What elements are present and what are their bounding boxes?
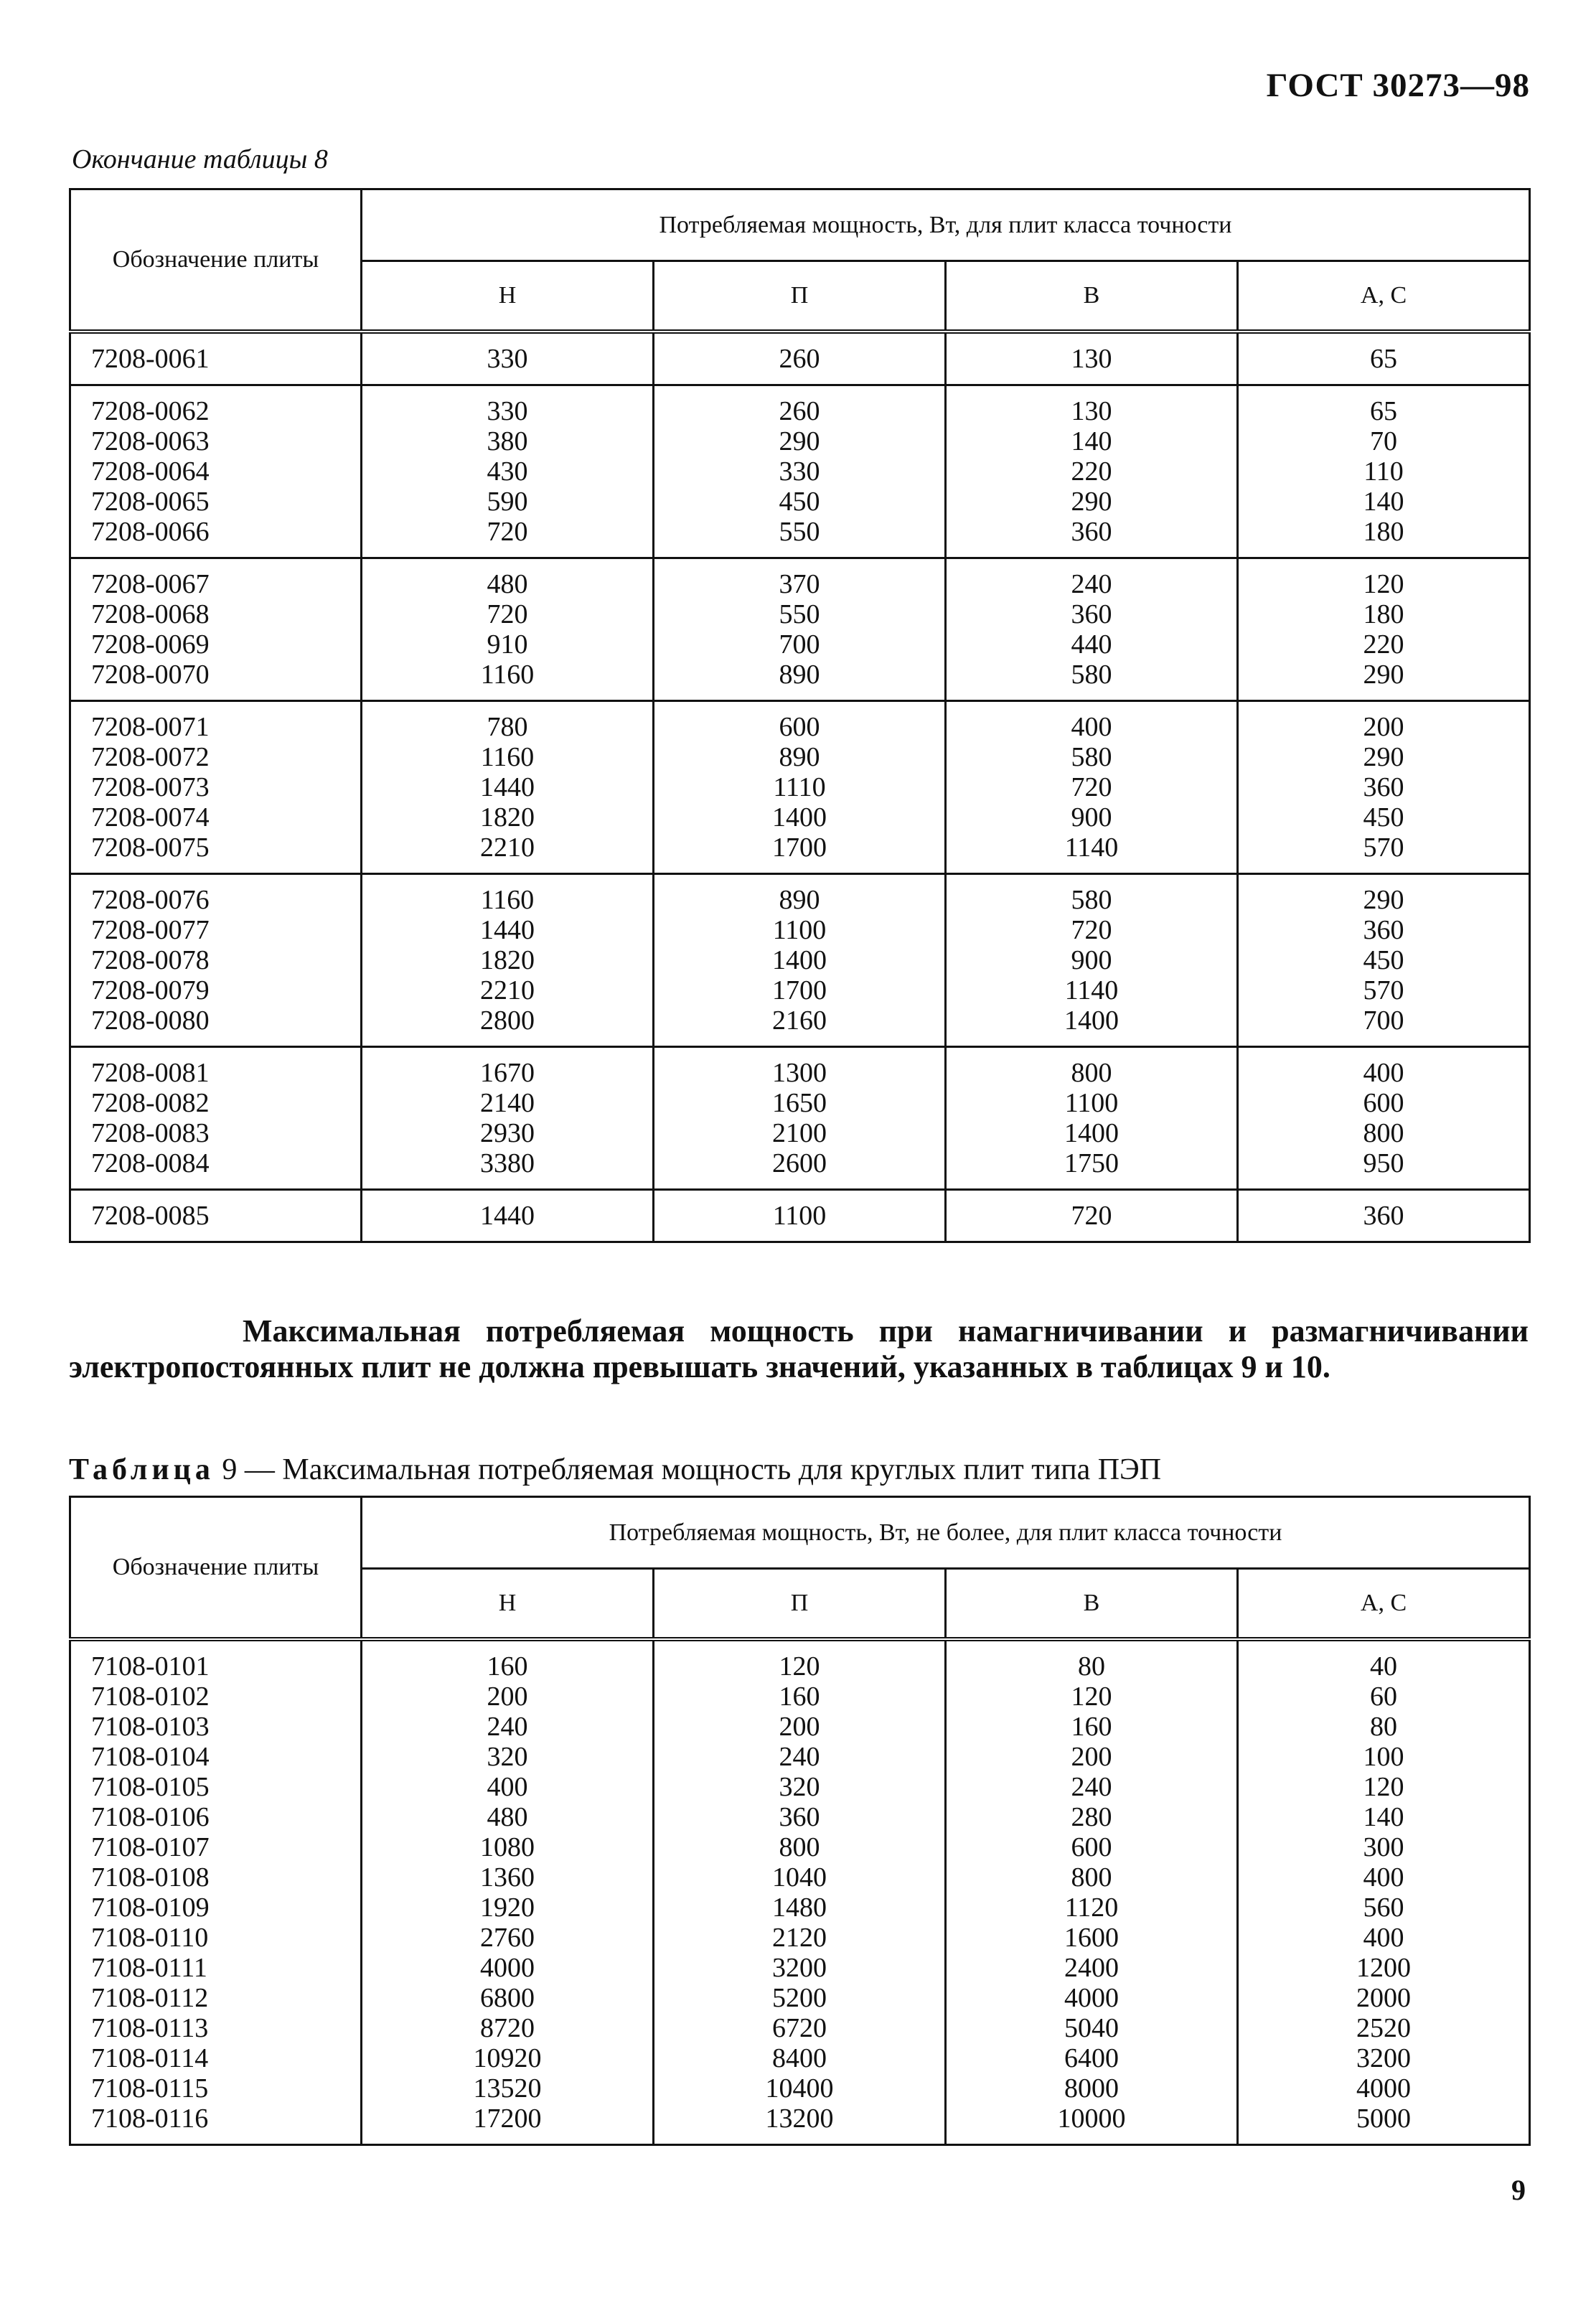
power-value: 3380 [480,1148,535,1178]
designation-cell [70,332,362,385]
class-header-ac: А, С [1238,1569,1530,1639]
power-value: 2210 [480,975,535,1005]
power-value: 1360 [480,1862,535,1893]
power-value: 70 [1370,426,1397,456]
power-value: 160 [1071,1711,1112,1742]
power-value: 910 [487,629,528,660]
power-value: 5040 [1064,2012,1119,2043]
power-value: 600 [779,711,820,742]
power-value: 160 [487,1651,528,1682]
power-value: 400 [1363,1862,1404,1893]
power-value: 1700 [772,832,827,863]
table-9-caption-text: 9 — Максимальная потребляемая мощность для круглых плит типа ПЭП [214,1453,1162,1486]
power-value: 600 [1363,1087,1404,1118]
power-value: 8720 [480,2012,535,2043]
power-value: 120 [1363,568,1404,599]
plate-designation: 7108-0110 [91,1922,209,1953]
power-value: 5200 [772,1982,827,2013]
power-value: 1300 [772,1057,827,1088]
power-value: 290 [1363,659,1404,690]
power-value: 1160 [480,741,535,772]
power-value: 720 [487,599,528,629]
power-value: 2800 [480,1005,535,1036]
power-value: 360 [1363,772,1404,802]
power-value: 10920 [473,2043,542,2073]
power-ac-cell [1238,332,1530,385]
power-v-cell [946,700,1238,873]
power-p-cell [654,873,946,1046]
plate-designation: 7108-0103 [91,1711,210,1742]
power-value: 360 [1363,914,1404,945]
power-value: 900 [1071,802,1112,833]
power-value: 580 [1071,884,1112,915]
plate-designation: 7208-0084 [91,1148,210,1178]
power-value: 1100 [772,1200,827,1231]
plate-designation: 7208-0064 [91,456,210,487]
plate-designation: 7108-0108 [91,1862,210,1893]
plate-designation: 7108-0116 [91,2103,209,2134]
power-value: 8400 [772,2043,827,2073]
power-value: 1400 [1064,1005,1119,1036]
power-value: 1670 [480,1057,535,1088]
power-value: 1820 [480,944,535,975]
table-row-group [70,1639,1530,2145]
power-value: 550 [779,516,820,547]
plate-designation: 7108-0109 [91,1892,210,1923]
plate-designation: 7108-0113 [91,2012,209,2043]
power-value: 290 [1363,884,1404,915]
power-value: 800 [1363,1117,1404,1148]
power-n-cell [362,1046,654,1189]
power-value: 700 [1363,1005,1404,1036]
power-value: 8000 [1064,2073,1119,2104]
power-value: 580 [1071,659,1112,690]
power-value: 380 [487,426,528,456]
power-value: 480 [487,1801,528,1832]
power-value: 180 [1363,599,1404,629]
power-value: 200 [487,1681,528,1712]
power-ac-cell [1238,1639,1530,2145]
power-value: 600 [1071,1832,1112,1862]
power-value: 950 [1363,1148,1404,1178]
power-v-cell [946,1189,1238,1242]
power-value: 1040 [772,1862,827,1893]
power-value: 1400 [772,802,827,833]
power-value: 2520 [1356,2012,1412,2043]
power-value: 2100 [772,1117,827,1148]
power-value: 360 [1071,599,1112,629]
table-row-group [70,558,1530,700]
power-value: 4000 [1356,2073,1412,2104]
power-value: 160 [779,1681,820,1712]
power-n-cell [362,873,654,1046]
table-8-caption: Окончание таблицы 8 [72,144,328,174]
power-value: 3200 [1356,2043,1412,2073]
power-value: 290 [779,426,820,456]
plate-designation: 7108-0106 [91,1801,210,1832]
power-value: 5000 [1356,2103,1412,2134]
power-value: 2600 [772,1148,827,1178]
table-8-body [70,332,1530,1242]
power-value: 240 [487,1711,528,1742]
plate-designation: 7108-0114 [91,2043,209,2073]
power-value: 560 [1363,1892,1404,1923]
power-value: 1400 [772,944,827,975]
class-header-n: Н [362,1569,654,1639]
power-value: 360 [779,1801,820,1832]
standard-number: ГОСТ 30273—98 [1266,67,1530,104]
power-value: 60 [1370,1681,1398,1712]
power-value: 6800 [480,1982,535,2013]
power-value: 330 [779,456,820,487]
power-value: 1920 [480,1892,535,1923]
power-value: 10400 [765,2073,834,2104]
power-value: 120 [1363,1771,1404,1802]
table-8 [69,188,1531,1243]
power-value: 13520 [473,2073,542,2104]
power-v-cell [946,558,1238,700]
power-v-cell [946,1639,1238,2145]
plate-designation: 7108-0102 [91,1681,210,1712]
power-value: 2760 [480,1922,535,1953]
power-value: 450 [779,486,820,517]
power-value: 1820 [480,802,535,833]
power-value: 220 [1071,456,1112,487]
power-n-cell [362,700,654,873]
power-value: 450 [1363,802,1404,833]
power-value: 1750 [1064,1148,1119,1178]
power-group-header: Потребляемая мощность, Вт, для плит класса точности [362,189,1530,261]
power-value: 370 [779,568,820,599]
power-value: 240 [1071,568,1112,599]
power-ac-cell [1238,1046,1530,1189]
power-value: 330 [487,395,528,426]
plate-designation: 7208-0081 [91,1057,210,1088]
plate-designation: 7208-0071 [91,711,210,742]
table-row-group [70,1189,1530,1242]
power-value: 1480 [772,1892,827,1923]
power-value: 40 [1370,1651,1398,1682]
plate-designation: 7208-0074 [91,802,210,833]
power-value: 240 [1071,1771,1112,1802]
power-v-cell [946,873,1238,1046]
power-value: 2160 [772,1005,827,1036]
plate-designation: 7108-0105 [91,1771,210,1802]
power-value: 360 [1071,516,1112,547]
power-value: 300 [1363,1832,1404,1862]
plate-designation: 7108-0111 [91,1952,207,1983]
power-value: 140 [1071,426,1112,456]
power-value: 200 [1071,1741,1112,1772]
power-value: 65 [1370,343,1397,374]
power-value: 800 [1071,1057,1112,1088]
power-value: 280 [1071,1801,1112,1832]
power-value: 10000 [1057,2103,1126,2134]
power-p-cell [654,1189,946,1242]
table-row-group [70,385,1530,558]
power-value: 1080 [480,1832,535,1862]
power-n-cell [362,1189,654,1242]
power-value: 400 [1363,1922,1404,1953]
power-value: 2930 [480,1117,535,1148]
power-value: 580 [1071,741,1112,772]
plate-designation: 7208-0063 [91,426,210,456]
power-value: 1700 [772,975,827,1005]
class-header-p: П [654,261,946,332]
power-group-header: Потребляемая мощность, Вт, не более, для плит класса точности [362,1497,1530,1569]
power-value: 1440 [480,772,535,802]
power-value: 570 [1363,832,1404,863]
plate-designation: 7208-0076 [91,884,210,915]
power-value: 900 [1071,944,1112,975]
plate-designation: 7108-0101 [91,1651,210,1682]
plate-designation: 7108-0112 [91,1982,209,2013]
plate-designation: 7208-0075 [91,832,210,863]
power-p-cell [654,385,946,558]
designation-header: Обозначение плиты [70,1497,362,1639]
power-value: 17200 [473,2103,542,2134]
power-n-cell [362,385,654,558]
power-value: 890 [779,741,820,772]
designation-cell [70,700,362,873]
power-value: 180 [1363,516,1404,547]
power-value: 80 [1370,1711,1398,1742]
power-value: 2000 [1356,1982,1412,2013]
power-value: 220 [1363,629,1404,660]
power-value: 120 [779,1651,820,1682]
power-ac-cell [1238,700,1530,873]
power-value: 440 [1071,629,1112,660]
power-value: 65 [1370,395,1397,426]
power-value: 1140 [1064,832,1119,863]
class-header-ac: А, С [1238,261,1530,332]
power-value: 1650 [772,1087,827,1118]
power-value: 4000 [1064,1982,1119,2013]
power-value: 260 [779,343,820,374]
power-value: 200 [779,1711,820,1742]
power-value: 80 [1078,1651,1105,1682]
power-value: 1440 [480,1200,535,1231]
power-ac-cell [1238,873,1530,1046]
plate-designation: 7208-0067 [91,568,210,599]
power-v-cell [946,385,1238,558]
power-value: 890 [779,659,820,690]
power-value: 140 [1363,1801,1404,1832]
power-n-cell [362,1639,654,2145]
power-value: 2140 [480,1087,535,1118]
power-value: 400 [1071,711,1112,742]
power-value: 720 [1071,914,1112,945]
power-value: 590 [487,486,528,517]
power-value: 2120 [772,1922,827,1953]
power-n-cell [362,332,654,385]
designation-header: Обозначение плиты [70,189,362,332]
designation-cell [70,1189,362,1242]
power-value: 360 [1363,1200,1404,1231]
plate-designation: 7208-0062 [91,395,210,426]
class-header-v: В [946,1569,1238,1639]
plate-designation: 7208-0068 [91,599,210,629]
power-value: 1100 [772,914,827,945]
power-value: 480 [487,568,528,599]
plate-designation: 7208-0066 [91,516,210,547]
body-paragraph: Максимальная потребляемая мощность при намагничивании и размагничивании электропостоянных плит не должна превышать значений, указанных в таблицах 9 и 10. [69,1313,1529,1384]
power-value: 400 [1363,1057,1404,1088]
designation-cell [70,385,362,558]
designation-cell [70,1639,362,2145]
plate-designation: 7108-0107 [91,1832,210,1862]
plate-designation: 7208-0072 [91,741,210,772]
class-header-p: П [654,1569,946,1639]
plate-designation: 7208-0079 [91,975,210,1005]
power-value: 320 [487,1741,528,1772]
table-row-group [70,700,1530,873]
plate-designation: 7208-0073 [91,772,210,802]
designation-cell [70,558,362,700]
power-value: 240 [779,1741,820,1772]
table-row-group [70,1046,1530,1189]
power-value: 450 [1363,944,1404,975]
power-value: 720 [1071,1200,1112,1231]
power-value: 1160 [480,659,535,690]
plate-designation: 7208-0085 [91,1200,210,1231]
table-9-caption [69,1453,1161,1487]
power-value: 260 [779,395,820,426]
power-value: 110 [1363,456,1404,487]
table-9-caption-label: Таблица [69,1453,215,1486]
table-9-body [70,1639,1530,2145]
plate-designation: 7208-0065 [91,486,210,517]
power-p-cell [654,332,946,385]
class-header-v: В [946,261,1238,332]
power-value: 1440 [480,914,535,945]
power-value: 6720 [772,2012,827,2043]
power-p-cell [654,1046,946,1189]
power-ac-cell [1238,1189,1530,1242]
plate-designation: 7208-0078 [91,944,210,975]
power-value: 120 [1071,1681,1112,1712]
power-p-cell [654,558,946,700]
power-value: 2210 [480,832,535,863]
power-value: 4000 [480,1952,535,1983]
plate-designation: 7208-0061 [91,343,210,374]
power-value: 200 [1363,711,1404,742]
table-row-group [70,332,1530,385]
power-value: 1140 [1064,975,1119,1005]
designation-cell [70,1046,362,1189]
power-value: 1400 [1064,1117,1119,1148]
power-value: 130 [1071,343,1112,374]
power-value: 570 [1363,975,1404,1005]
power-ac-cell [1238,558,1530,700]
plate-designation: 7108-0115 [91,2073,209,2104]
plate-designation: 7208-0070 [91,659,210,690]
power-value: 400 [487,1771,528,1802]
page-number: 9 [1511,2174,1526,2206]
table-row-group [70,873,1530,1046]
plate-designation: 7208-0083 [91,1117,210,1148]
power-value: 13200 [765,2103,834,2134]
plate-designation: 7208-0069 [91,629,210,660]
power-value: 1120 [1064,1892,1119,1923]
designation-cell [70,873,362,1046]
power-ac-cell [1238,385,1530,558]
power-n-cell [362,558,654,700]
power-value: 800 [1071,1862,1112,1893]
power-v-cell [946,332,1238,385]
power-value: 2400 [1064,1952,1119,1983]
plate-designation: 7208-0080 [91,1005,210,1036]
class-header-n: Н [362,261,654,332]
plate-designation: 7208-0077 [91,914,210,945]
power-value: 1200 [1356,1952,1412,1983]
power-value: 3200 [772,1952,827,1983]
power-value: 1160 [480,884,535,915]
power-value: 1600 [1064,1922,1119,1953]
power-value: 780 [487,711,528,742]
power-value: 140 [1363,486,1404,517]
power-value: 430 [487,456,528,487]
power-value: 800 [779,1832,820,1862]
power-value: 330 [487,343,528,374]
power-value: 1110 [773,772,826,802]
plate-designation: 7208-0082 [91,1087,210,1118]
power-p-cell [654,700,946,873]
power-value: 320 [779,1771,820,1802]
power-v-cell [946,1046,1238,1189]
power-value: 130 [1071,395,1112,426]
power-value: 100 [1363,1741,1404,1772]
power-value: 720 [1071,772,1112,802]
plate-designation: 7108-0104 [91,1741,210,1772]
power-p-cell [654,1639,946,2145]
power-value: 890 [779,884,820,915]
power-value: 720 [487,516,528,547]
power-value: 1100 [1064,1087,1119,1118]
power-value: 6400 [1064,2043,1119,2073]
table-9 [69,1496,1531,2146]
power-value: 550 [779,599,820,629]
power-value: 700 [779,629,820,660]
power-value: 290 [1071,486,1112,517]
power-value: 290 [1363,741,1404,772]
